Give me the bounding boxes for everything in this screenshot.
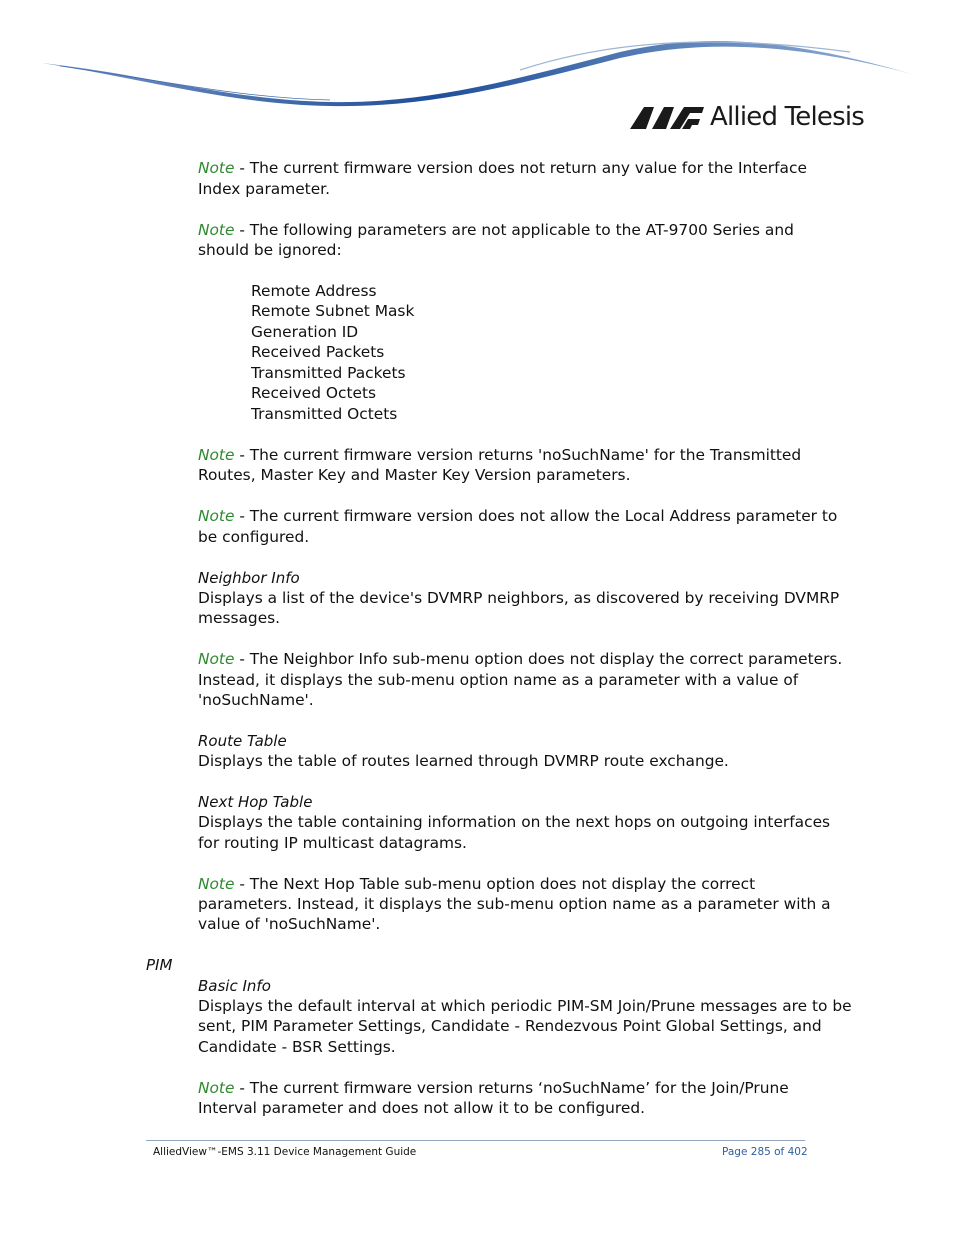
note-4-line-1: Note - The current firmware version does not allow the Local Address parameter to	[198, 507, 838, 525]
note-2-line-1: Note - The following parameters are not applicable to the AT-9700 Series and	[198, 221, 794, 239]
neighbor-info-desc-line-2: messages.	[198, 609, 281, 627]
note-6-line-1: Note - The Next Hop Table sub-menu option does not display the correct	[198, 875, 756, 893]
basic-info-desc-line-3: Candidate - BSR Settings.	[198, 1038, 396, 1056]
note-label: Note	[198, 1079, 235, 1097]
note-1-line-2: Index parameter.	[198, 180, 330, 198]
neighbor-info-heading: Neighbor Info	[198, 569, 300, 587]
footer-divider	[146, 1140, 805, 1141]
neighbor-info-desc-line-1: Displays a list of the device's DVMRP neighbors, as discovered by receiving DVMRP	[198, 589, 840, 607]
basic-info-desc-line-1: Displays the default interval at which periodic PIM-SM Join/Prune messages are to be	[198, 997, 852, 1015]
basic-info-desc-line-2: sent, PIM Parameter Settings, Candidate - Rendezvous Point Global Settings, and	[198, 1017, 822, 1035]
note-3-line-1: Note - The current firmware version returns 'noSuchName' for the Transmitted	[198, 446, 802, 464]
allied-telesis-logo-text: Allied Telesis	[710, 102, 865, 132]
note-5-line-2: Instead, it displays the sub-menu option name as a parameter with a value of	[198, 671, 799, 689]
note-5-line-3: 'noSuchName'.	[198, 691, 314, 709]
route-table-heading: Route Table	[198, 732, 287, 750]
list-item: Generation ID	[251, 323, 359, 341]
note-label: Note	[198, 159, 235, 177]
note-2-line-2: should be ignored:	[198, 241, 342, 259]
note-4-line-2: be configured.	[198, 528, 310, 546]
footer-document-title: AlliedView™-EMS 3.11 Device Management Guide	[153, 1146, 417, 1158]
footer-page-number: Page 285 of 402	[722, 1146, 808, 1158]
note-label: Note	[198, 650, 235, 668]
note-1-line-1: Note - The current firmware version does not return any value for the Interface	[198, 159, 807, 177]
note-7-line-2: Interval parameter and does not allow it to be configured.	[198, 1099, 646, 1117]
next-hop-table-heading: Next Hop Table	[198, 793, 313, 811]
note-6-line-3: value of 'noSuchName'.	[198, 915, 381, 933]
basic-info-heading: Basic Info	[198, 977, 271, 995]
next-hop-table-desc-line-1: Displays the table containing information on the next hops on outgoing interfaces	[198, 813, 831, 831]
list-item: Transmitted Octets	[251, 405, 398, 423]
note-label: Note	[198, 221, 235, 239]
note-5-line-1: Note - The Neighbor Info sub-menu option does not display the correct parameters.	[198, 650, 843, 668]
next-hop-table-desc-line-2: for routing IP multicast datagrams.	[198, 834, 467, 852]
route-table-desc-line-1: Displays the table of routes learned through DVMRP route exchange.	[198, 752, 729, 770]
note-7-line-1: Note - The current firmware version returns ‘noSuchName’ for the Join/Prune	[198, 1079, 789, 1097]
list-item: Transmitted Packets	[251, 364, 406, 382]
list-item: Remote Address	[251, 282, 377, 300]
list-item: Received Packets	[251, 343, 385, 361]
list-item: Remote Subnet Mask	[251, 302, 415, 320]
note-3-line-2: Routes, Master Key and Master Key Version parameters.	[198, 466, 631, 484]
note-label: Note	[198, 875, 235, 893]
note-6-line-2: parameters. Instead, it displays the sub-menu option name as a parameter with a	[198, 895, 831, 913]
list-item: Received Octets	[251, 384, 377, 402]
pim-heading: PIM	[146, 956, 173, 974]
note-label: Note	[198, 446, 235, 464]
note-label: Note	[198, 507, 235, 525]
